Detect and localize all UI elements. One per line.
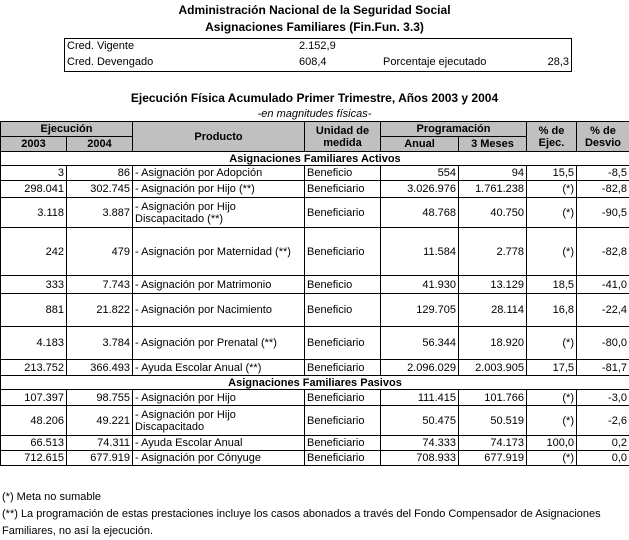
cell-2003: 48.206	[1, 406, 67, 436]
footnote-meta: (*) Meta no sumable	[2, 489, 627, 506]
table-body	[1, 152, 629, 466]
cell-2003: 298.041	[1, 181, 67, 198]
cell-pct-ejec: (*)	[527, 406, 577, 436]
cell-2003: 242	[1, 228, 67, 276]
credit-summary-box	[64, 38, 572, 72]
cell-2003: 3	[1, 166, 67, 181]
cell-2004: 302.745	[67, 181, 133, 198]
cell-anual: 50.475	[381, 406, 459, 436]
cell-pct-ejec: (*)	[527, 451, 577, 466]
cell-2003: 712.615	[1, 451, 67, 466]
table-row	[1, 166, 629, 181]
cell-unidad: Beneficiario	[305, 228, 381, 276]
cell-pct-desvio: 0,2	[577, 436, 629, 451]
cell-unidad: Beneficiario	[305, 327, 381, 360]
table-row	[1, 327, 629, 360]
cell-2004: 7.743	[67, 276, 133, 294]
cell-2004: 3.784	[67, 327, 133, 360]
table-title: Ejecución Física Acumulado Primer Trimestre, Años 2003 y 2004	[0, 91, 629, 105]
cell-anual: 48.768	[381, 198, 459, 228]
cell-producto: - Asignación por Cónyuge	[133, 451, 305, 466]
cell-pct-ejec: (*)	[527, 198, 577, 228]
cell-2004: 479	[67, 228, 133, 276]
cell-producto: - Asignación por Prenatal (**)	[133, 327, 305, 360]
cell-pct-desvio: -41,0	[577, 276, 629, 294]
cell-3-meses: 40.750	[459, 198, 527, 228]
cell-unidad: Beneficio	[305, 166, 381, 181]
cell-anual: 2.096.029	[381, 360, 459, 376]
page-subtitle: Asignaciones Familiares (Fin.Fun. 3.3)	[0, 20, 629, 34]
cell-anual: 56.344	[381, 327, 459, 360]
cell-pct-desvio: -90,5	[577, 198, 629, 228]
cred-vigente-label: Cred. Vigente	[67, 40, 134, 52]
cell-producto: - Ayuda Escolar Anual	[133, 436, 305, 451]
table-row	[1, 276, 629, 294]
header-2003: 2003	[1, 137, 67, 152]
table-row	[1, 181, 629, 198]
cell-anual: 3.026.976	[381, 181, 459, 198]
cell-unidad: Beneficiario	[305, 390, 381, 406]
cell-pct-desvio: -8,5	[577, 166, 629, 181]
cell-pct-ejec: 100,0	[527, 436, 577, 451]
cell-2003: 107.397	[1, 390, 67, 406]
header-pct-ejec: % de Ejec.	[527, 122, 577, 152]
cell-pct-desvio: 0,0	[577, 451, 629, 466]
cell-unidad: Beneficiario	[305, 181, 381, 198]
table-row	[1, 360, 629, 376]
header-anual: Anual	[381, 137, 459, 152]
cell-pct-desvio: -82,8	[577, 228, 629, 276]
cell-producto: - Asignación por Hijo Discapacitado	[133, 406, 305, 436]
cell-anual: 554	[381, 166, 459, 181]
cell-2004: 21.822	[67, 294, 133, 327]
porcentaje-label: Porcentaje ejecutado	[383, 56, 486, 68]
cell-pct-ejec: 16,8	[527, 294, 577, 327]
table-row	[1, 390, 629, 406]
cred-devengado-label: Cred. Devengado	[67, 56, 153, 68]
table-row	[1, 294, 629, 327]
cell-anual: 111.415	[381, 390, 459, 406]
header-unidad: Unidad de medida	[305, 122, 381, 152]
cell-unidad: Beneficio	[305, 276, 381, 294]
cell-unidad: Beneficiario	[305, 360, 381, 376]
cell-producto: - Asignación por Maternidad (**)	[133, 228, 305, 276]
table-row	[1, 406, 629, 436]
cell-3-meses: 2.003.905	[459, 360, 527, 376]
cell-2004: 49.221	[67, 406, 133, 436]
cred-vigente-value: 2.152,9	[299, 40, 336, 52]
cell-pct-desvio: -22,4	[577, 294, 629, 327]
cell-3-meses: 50.519	[459, 406, 527, 436]
section-header-activos: Asignaciones Familiares Activos	[1, 152, 629, 166]
cell-2004: 3.887	[67, 198, 133, 228]
cell-unidad: Beneficio	[305, 294, 381, 327]
cell-producto: - Asignación por Hijo Discapacitado (**)	[133, 198, 305, 228]
cell-2004: 86	[67, 166, 133, 181]
cell-2003: 66.513	[1, 436, 67, 451]
cell-2003: 3.118	[1, 198, 67, 228]
execution-table	[0, 121, 629, 466]
cell-anual: 708.933	[381, 451, 459, 466]
cell-unidad: Beneficiario	[305, 451, 381, 466]
cell-pct-ejec: 17,5	[527, 360, 577, 376]
footnote-programacion: (**) La programación de estas prestaciones incluye los casos abonados a través del Fondo Compensador de Asignaciones Familiares, no así la ejecución.	[2, 506, 627, 540]
cell-pct-desvio: -3,0	[577, 390, 629, 406]
cell-producto: - Asignación por Nacimiento	[133, 294, 305, 327]
cell-2003: 333	[1, 276, 67, 294]
cell-producto: - Asignación por Adopción	[133, 166, 305, 181]
table-row	[1, 228, 629, 276]
cell-3-meses: 101.766	[459, 390, 527, 406]
cell-pct-ejec: (*)	[527, 181, 577, 198]
header-producto: Producto	[133, 122, 305, 152]
cell-anual: 129.705	[381, 294, 459, 327]
cell-producto: - Asignación por Hijo	[133, 390, 305, 406]
cell-2003: 213.752	[1, 360, 67, 376]
table-units-note: -en magnitudes físicas-	[0, 108, 629, 120]
cell-pct-ejec: 15,5	[527, 166, 577, 181]
table-row	[1, 436, 629, 451]
cell-3-meses: 74.173	[459, 436, 527, 451]
cell-anual: 74.333	[381, 436, 459, 451]
cell-pct-ejec: 18,5	[527, 276, 577, 294]
table-row	[1, 451, 629, 466]
cell-pct-ejec: (*)	[527, 390, 577, 406]
header-programacion: Programación	[381, 122, 527, 137]
cell-pct-desvio: -82,8	[577, 181, 629, 198]
cell-pct-desvio: -2,6	[577, 406, 629, 436]
cell-2004: 74.311	[67, 436, 133, 451]
cell-unidad: Beneficiario	[305, 406, 381, 436]
cell-producto: - Asignación por Hijo (**)	[133, 181, 305, 198]
cell-pct-ejec: (*)	[527, 228, 577, 276]
cell-2003: 881	[1, 294, 67, 327]
cell-3-meses: 28.114	[459, 294, 527, 327]
cell-3-meses: 94	[459, 166, 527, 181]
cell-unidad: Beneficiario	[305, 436, 381, 451]
cell-anual: 41.930	[381, 276, 459, 294]
footnotes	[2, 489, 627, 540]
cell-pct-desvio: -80,0	[577, 327, 629, 360]
cell-producto: - Ayuda Escolar Anual (**)	[133, 360, 305, 376]
cred-devengado-value: 608,4	[299, 56, 327, 68]
cell-pct-desvio: -81,7	[577, 360, 629, 376]
header-ejecucion: Ejecución	[1, 122, 133, 137]
header-3-meses: 3 Meses	[459, 137, 527, 152]
cell-3-meses: 677.919	[459, 451, 527, 466]
section-header-pasivos: Asignaciones Familiares Pasivos	[1, 376, 629, 390]
cell-3-meses: 18.920	[459, 327, 527, 360]
cell-pct-ejec: (*)	[527, 327, 577, 360]
header-2004: 2004	[67, 137, 133, 152]
cell-2004: 677.919	[67, 451, 133, 466]
cell-2004: 366.493	[67, 360, 133, 376]
cell-3-meses: 1.761.238	[459, 181, 527, 198]
cell-3-meses: 2.778	[459, 228, 527, 276]
cell-2004: 98.755	[67, 390, 133, 406]
table-row	[1, 198, 629, 228]
header-pct-desvio: % de Desvio	[577, 122, 629, 152]
page-title: Administración Nacional de la Seguridad Social	[0, 3, 629, 17]
cell-unidad: Beneficiario	[305, 198, 381, 228]
cell-producto: - Asignación por Matrimonio	[133, 276, 305, 294]
cell-2003: 4.183	[1, 327, 67, 360]
porcentaje-value: 28,3	[548, 56, 569, 68]
cell-3-meses: 13.129	[459, 276, 527, 294]
cell-anual: 11.584	[381, 228, 459, 276]
